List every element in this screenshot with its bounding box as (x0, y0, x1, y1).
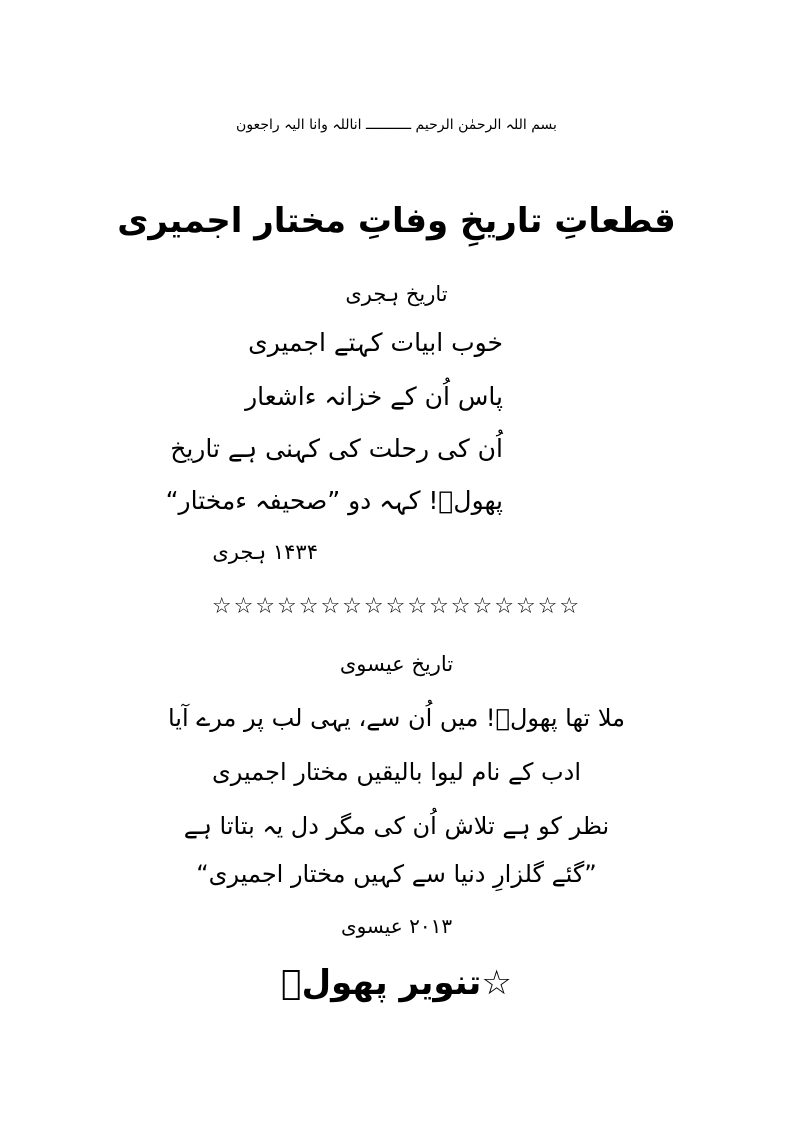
isawi-verse-2: ادب کے نام لیوا بالیقیں مختار اجمیری (211, 758, 582, 786)
hijri-verse-3: اُن کی رحلت کی کہنی ہے تاریخ (170, 434, 503, 463)
hijri-verse-4: پھولؔ! کہہ دو ”صحیفہ ءمختار“ (165, 486, 503, 515)
isawi-heading: تاریخ عیسوی (339, 652, 454, 676)
isawi-verse-4: ”گئے گلزارِ دنیا سے کہیں مختار اجمیری“ (196, 860, 597, 888)
hijri-verse-2: پاس اُن کے خزانہ ءاشعار (245, 382, 503, 411)
isawi-verse-3: نظر کو ہے تلاش اُن کی مگر دل یہ بتاتا ہے (183, 812, 610, 840)
isawi-verse-1: ملا تھا پھولؔ! میں اُن سے، یہی لب پر مرے آیا (167, 704, 626, 732)
hijri-verse-1: خوب ابیات کہتے اجمیری (248, 328, 503, 357)
basmala-line: بسم اللہ الرحمٰن الرحیم ـــــــــــ اناللہ وانا الیہ راجعون (236, 117, 557, 133)
hijri-year: ۱۴۳۴ ہجری (212, 540, 318, 564)
star-separator: ☆☆☆☆☆☆☆☆☆☆☆☆☆☆☆☆☆ (211, 594, 582, 619)
isawi-year: ۲۰۱۳ عیسوی (340, 914, 453, 938)
page-title: قطعاتِ تاریخِ وفاتِ مختار اجمیری (117, 201, 676, 241)
poet-signature: ☆تنویر پھولؔ (281, 963, 512, 1003)
hijri-heading: تاریخ ہجری (345, 282, 448, 306)
